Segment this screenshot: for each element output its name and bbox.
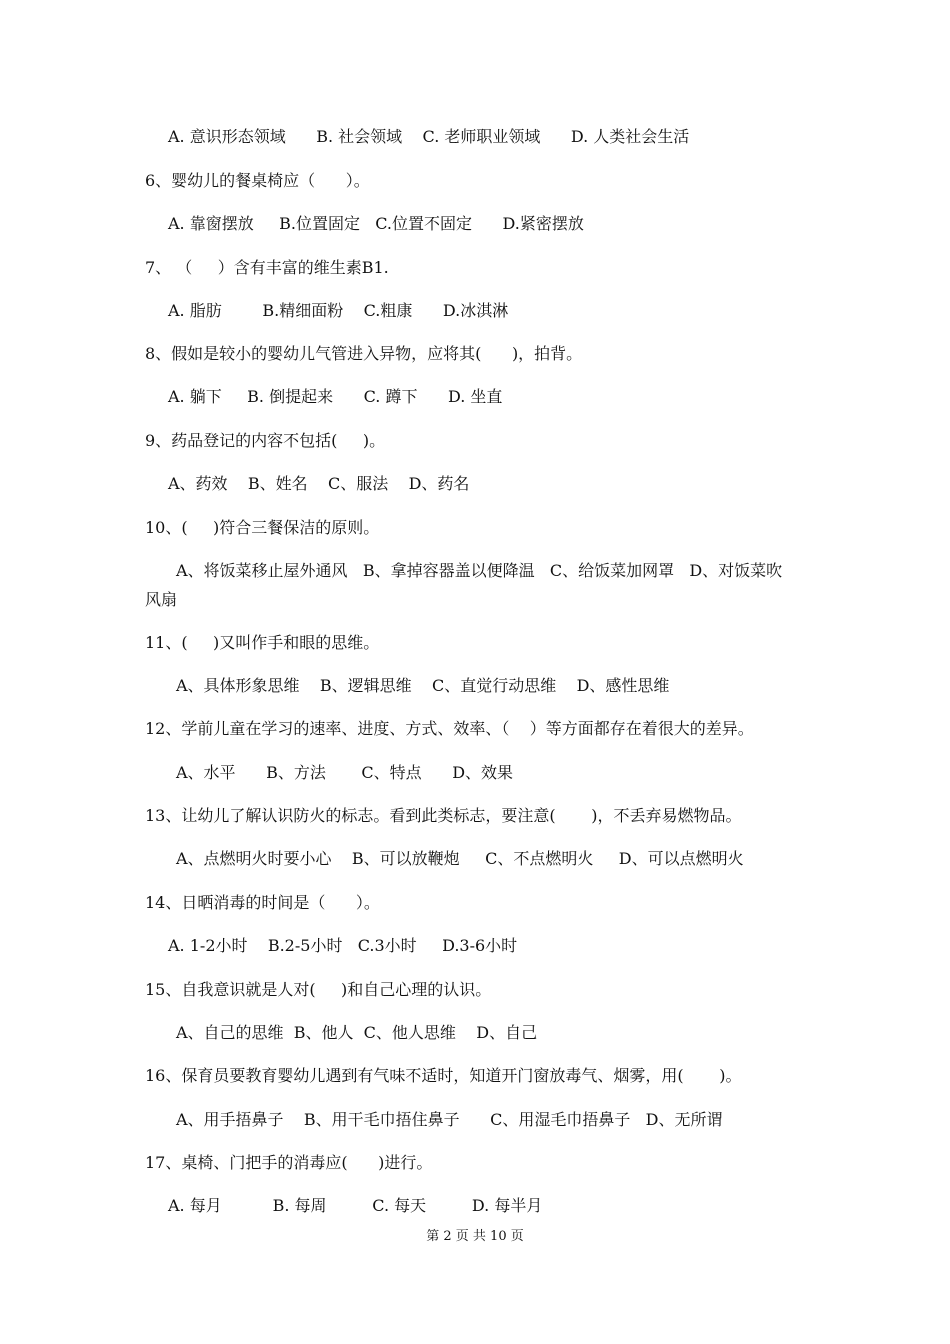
q13-question: 13、让幼儿了解认识防火的标志。看到此类标志，要注意( )，不丢弃易燃物品。 (145, 806, 742, 825)
q13-options: A、点燃明火时要小心 B、可以放鞭炮 C、不点燃明火 D、可以点燃明火 (176, 849, 744, 868)
q16-question: 16、保育员要教育婴幼儿遇到有气味不适时，知道开门窗放毒气、烟雾，用( )。 (145, 1066, 742, 1085)
q17-options: A. 每月 B. 每周 C. 每天 D. 每半月 (168, 1196, 543, 1215)
q5-options: A. 意识形态领域 B. 社会领域 C. 老师职业领域 D. 人类社会生活 (168, 127, 690, 146)
q7-options: A. 脂肪 B.精细面粉 C.粗康 D.冰淇淋 (168, 301, 509, 320)
q8-question: 8、假如是较小的婴幼儿气管进入异物，应将其( )，拍背。 (145, 344, 583, 363)
q14-question: 14、日晒消毒的时间是（ ）。 (145, 893, 380, 912)
q7-question: 7、 （ ）含有丰富的维生素B1. (145, 258, 389, 277)
q11-options: A、具体形象思维 B、逻辑思维 C、直觉行动思维 D、感性思维 (176, 676, 670, 695)
q12-options: A、水平 B、方法 C、特点 D、效果 (176, 763, 514, 782)
q11-question: 11、( )又叫作手和眼的思维。 (145, 633, 380, 652)
q14-options: A. 1-2小时 B.2-5小时 C.3小时 D.3-6小时 (168, 936, 518, 955)
q10-options: A、将饭菜移止屋外通风 B、拿掉容器盖以便降温 C、给饭菜加网罩 D、对饭菜吹 (176, 561, 783, 580)
page-footer: 第 2 页 共 10 页 (426, 1229, 524, 1244)
q15-options: A、自己的思维 B、他人 C、他人思维 D、自己 (176, 1023, 538, 1042)
q16-options: A、用手捂鼻子 B、用干毛巾捂住鼻子 C、用湿毛巾捂鼻子 D、无所谓 (176, 1110, 723, 1129)
q12-question: 12、学前儿童在学习的速率、进度、方式、效率、（ ）等方面都存在着很大的差异。 (145, 719, 754, 738)
q15-question: 15、自我意识就是人对( )和自己心理的认识。 (145, 980, 492, 999)
q10-options-wrap: 风扇 (145, 590, 178, 609)
q6-options: A. 靠窗摆放 B.位置固定 C.位置不固定 D.紧密摆放 (168, 214, 584, 233)
q9-options: A、药效 B、姓名 C、服法 D、药名 (168, 474, 470, 493)
q8-options: A. 躺下 B. 倒提起来 C. 蹲下 D. 坐直 (168, 387, 503, 406)
q9-question: 9、药品登记的内容不包括( )。 (145, 431, 386, 450)
q17-question: 17、桌椅、门把手的消毒应( )进行。 (145, 1153, 433, 1172)
q10-question: 10、( )符合三餐保洁的原则。 (145, 518, 380, 537)
q6-question: 6、婴幼儿的餐桌椅应（ ）。 (145, 171, 370, 190)
